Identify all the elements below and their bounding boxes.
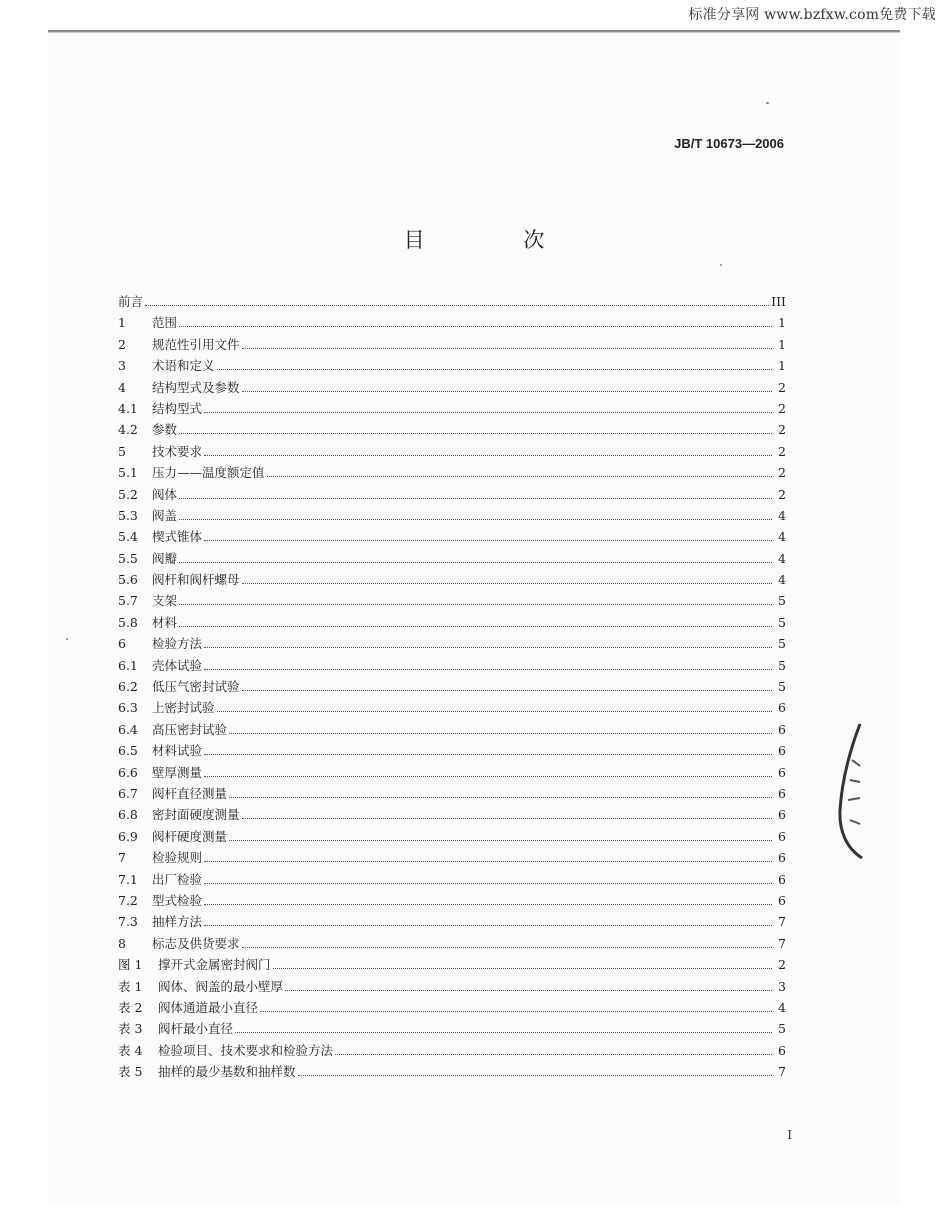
toc-leader-dots bbox=[229, 840, 772, 841]
toc-entry-page: 1 bbox=[778, 315, 786, 331]
scan-speck bbox=[66, 638, 68, 640]
toc-leader-dots bbox=[335, 1054, 772, 1055]
toc-entry[interactable] bbox=[118, 420, 786, 441]
stamp-mark-icon bbox=[832, 720, 868, 860]
toc-entry[interactable] bbox=[118, 549, 786, 570]
toc-leader-dots bbox=[242, 583, 772, 584]
toc-entry-number: 5 bbox=[118, 443, 126, 459]
toc-entry-title: 检验方法 bbox=[152, 636, 203, 652]
toc-entry[interactable] bbox=[118, 356, 786, 377]
toc-entry-title: 低压气密封试验 bbox=[152, 679, 240, 695]
toc-entry-number: 8 bbox=[118, 935, 126, 951]
toc-leader-dots bbox=[179, 562, 772, 563]
toc-entry[interactable] bbox=[118, 805, 786, 826]
toc-leader-dots bbox=[204, 904, 772, 905]
toc-leader-dots bbox=[204, 455, 772, 456]
toc-entry-title: 阀体通道最小直径 bbox=[158, 999, 259, 1015]
toc-entry-number: 表 3 bbox=[118, 1021, 143, 1037]
toc-entry-number: 6.4 bbox=[118, 721, 138, 737]
toc-entry-title: 高压密封试验 bbox=[152, 721, 228, 737]
toc-entry-page: 6 bbox=[778, 743, 786, 759]
toc-entry-page: 2 bbox=[778, 379, 786, 395]
toc-entry-title: 检验规则 bbox=[152, 850, 203, 866]
toc-entry-number: 1 bbox=[118, 315, 126, 331]
scan-speck bbox=[766, 102, 769, 104]
toc-entry-page: 7 bbox=[778, 914, 786, 930]
toc-leader-dots bbox=[267, 476, 772, 477]
toc-entry-title: 抽样方法 bbox=[152, 914, 203, 930]
toc-entry-page: 6 bbox=[778, 785, 786, 801]
toc-entry-title: 前言 bbox=[118, 294, 144, 309]
toc-entry-title: 术语和定义 bbox=[152, 358, 215, 374]
toc-entry-page: 6 bbox=[778, 721, 786, 737]
toc-leader-dots bbox=[242, 947, 772, 948]
toc-entry-number: 6.2 bbox=[118, 679, 138, 695]
toc-entry-page: 5 bbox=[778, 614, 786, 630]
toc-entry-page: 6 bbox=[778, 850, 786, 866]
toc-leader-dots bbox=[179, 604, 772, 605]
toc-leader-dots bbox=[145, 305, 769, 306]
toc-leader-dots bbox=[285, 990, 772, 991]
toc-leader-dots bbox=[204, 883, 772, 884]
toc-entry-title: 楔式锥体 bbox=[152, 529, 203, 545]
toc-entry[interactable] bbox=[118, 634, 786, 655]
site-watermark: 标准分享网 www.bzfxw.com免费下载 bbox=[688, 7, 936, 23]
toc-entry-title: 壳体试验 bbox=[152, 657, 203, 673]
toc-leader-dots bbox=[229, 797, 772, 798]
toc-entry[interactable] bbox=[118, 313, 786, 334]
toc-leader-dots bbox=[179, 326, 772, 327]
toc-entry-number: 7.1 bbox=[118, 871, 138, 887]
toc-entry[interactable] bbox=[118, 656, 786, 677]
toc-entry-title: 密封面硬度测量 bbox=[152, 807, 240, 823]
toc-entry-page: 6 bbox=[778, 828, 786, 844]
toc-entry-number: 5.2 bbox=[118, 486, 138, 502]
toc-entry-number: 图 1 bbox=[118, 957, 143, 973]
toc-entry-page: 5 bbox=[778, 1021, 786, 1037]
toc-leader-dots bbox=[217, 711, 772, 712]
toc-entry-title: 参数 bbox=[152, 422, 178, 438]
toc-entry[interactable] bbox=[118, 827, 786, 848]
toc-leader-dots bbox=[298, 1075, 772, 1076]
toc-entry-title: 型式检验 bbox=[152, 892, 203, 908]
toc-entry-number: 6.6 bbox=[118, 764, 138, 780]
toc-entry-title: 出厂检验 bbox=[152, 871, 203, 887]
toc-entry-title: 上密封试验 bbox=[152, 700, 215, 716]
toc-entry[interactable] bbox=[118, 912, 786, 933]
toc-entry-page: 5 bbox=[778, 679, 786, 695]
toc-leader-dots bbox=[242, 348, 772, 349]
toc-leader-dots bbox=[273, 968, 772, 969]
toc-entry-page: 2 bbox=[778, 465, 786, 481]
toc-entry[interactable] bbox=[118, 1062, 786, 1083]
toc-entry-number: 表 5 bbox=[118, 1064, 143, 1080]
toc-entry-number: 5.6 bbox=[118, 572, 138, 588]
toc-entry-title: 撑开式金属密封阀门 bbox=[158, 957, 271, 973]
toc-entry-number: 5.1 bbox=[118, 465, 138, 481]
toc-entry-page: 4 bbox=[778, 529, 786, 545]
toc-entry-number: 5.7 bbox=[118, 593, 138, 609]
toc-entry-title: 阀杆直径测量 bbox=[152, 785, 228, 801]
toc-entry[interactable] bbox=[118, 399, 786, 420]
toc-leader-dots bbox=[229, 733, 772, 734]
toc-entry-number: 表 2 bbox=[118, 999, 143, 1015]
toc-entry-number: 6.9 bbox=[118, 828, 138, 844]
toc-entry-number: 7.2 bbox=[118, 892, 138, 908]
toc-entry-number: 4.1 bbox=[118, 400, 138, 416]
toc-entry[interactable] bbox=[118, 891, 786, 912]
toc-entry[interactable] bbox=[118, 720, 786, 741]
toc-entry-number: 表 1 bbox=[118, 978, 143, 994]
toc-entry-title: 阀体、阀盖的最小壁厚 bbox=[158, 978, 284, 994]
toc-leader-dots bbox=[179, 626, 772, 627]
page-number: I bbox=[787, 1128, 792, 1142]
toc-leader-dots bbox=[242, 690, 772, 691]
toc-leader-dots bbox=[179, 519, 772, 520]
toc-entry-title: 阀杆和阀杆螺母 bbox=[152, 572, 240, 588]
toc-entry[interactable] bbox=[118, 442, 786, 463]
toc-entry-page: 2 bbox=[778, 957, 786, 973]
toc-entry[interactable] bbox=[118, 591, 786, 612]
toc-entry-page: 1 bbox=[778, 358, 786, 374]
toc-entry-title: 阀盖 bbox=[152, 507, 178, 523]
toc-entry-page: 4 bbox=[778, 507, 786, 523]
standard-number: JB/T 10673—2006 bbox=[674, 136, 784, 151]
table-of-contents bbox=[118, 292, 786, 1083]
toc-leader-dots bbox=[204, 861, 772, 862]
toc-entry[interactable] bbox=[118, 1041, 786, 1062]
toc-entry-number: 3 bbox=[118, 358, 126, 374]
toc-entry[interactable] bbox=[118, 570, 786, 591]
toc-entry-number: 5.3 bbox=[118, 507, 138, 523]
toc-entry-page: 4 bbox=[778, 999, 786, 1015]
toc-entry-title: 支架 bbox=[152, 593, 178, 609]
toc-entry-title: 阀瓣 bbox=[152, 550, 178, 566]
toc-leader-dots bbox=[204, 776, 772, 777]
toc-leader-dots bbox=[217, 369, 772, 370]
toc-entry[interactable] bbox=[118, 485, 786, 506]
toc-leader-dots bbox=[179, 433, 772, 434]
toc-entry-number: 6.1 bbox=[118, 657, 138, 673]
document-page bbox=[48, 30, 900, 1204]
toc-entry-title: 抽样的最少基数和抽样数 bbox=[158, 1064, 296, 1080]
scan-speck bbox=[720, 264, 722, 266]
toc-entry-number: 2 bbox=[118, 336, 126, 352]
toc-entry-title: 范围 bbox=[152, 315, 178, 331]
toc-entry[interactable] bbox=[118, 335, 786, 356]
toc-entry[interactable] bbox=[118, 1019, 786, 1040]
toc-entry-number: 6.3 bbox=[118, 700, 138, 716]
toc-entry[interactable] bbox=[118, 763, 786, 784]
toc-entry-title: 规范性引用文件 bbox=[152, 336, 240, 352]
toc-leader-dots bbox=[235, 1032, 772, 1033]
toc-leader-dots bbox=[204, 925, 772, 926]
toc-entry-page: 6 bbox=[778, 1042, 786, 1058]
toc-entry-title: 压力——温度额定值 bbox=[152, 465, 265, 481]
toc-entry-page: 5 bbox=[778, 593, 786, 609]
toc-entry[interactable] bbox=[118, 506, 786, 527]
toc-entry[interactable] bbox=[118, 613, 786, 634]
toc-entry-page: 7 bbox=[778, 1064, 786, 1080]
toc-entry-page: 2 bbox=[778, 400, 786, 416]
toc-entry-number: 表 4 bbox=[118, 1042, 143, 1058]
toc-leader-dots bbox=[179, 498, 772, 499]
toc-entry-page: 2 bbox=[778, 486, 786, 502]
toc-entry-title: 标志及供货要求 bbox=[152, 935, 240, 951]
toc-entry[interactable] bbox=[118, 870, 786, 891]
toc-entry-title: 材料 bbox=[152, 614, 178, 630]
toc-leader-dots bbox=[204, 669, 772, 670]
toc-entry-page: 2 bbox=[778, 443, 786, 459]
toc-leader-dots bbox=[242, 391, 772, 392]
toc-entry-page: 6 bbox=[778, 892, 786, 908]
toc-leader-dots bbox=[204, 754, 772, 755]
toc-leader-dots bbox=[242, 818, 772, 819]
toc-entry[interactable] bbox=[118, 934, 786, 955]
toc-entry-number: 4.2 bbox=[118, 422, 138, 438]
toc-entry-number: 6.5 bbox=[118, 743, 138, 759]
toc-entry-number: 6 bbox=[118, 636, 126, 652]
toc-entry-page: 5 bbox=[778, 636, 786, 652]
toc-entry[interactable] bbox=[118, 527, 786, 548]
toc-entry-title: 壁厚测量 bbox=[152, 764, 203, 780]
toc-entry-page: 6 bbox=[778, 871, 786, 887]
toc-leader-dots bbox=[260, 1011, 772, 1012]
toc-entry-number: 4 bbox=[118, 379, 126, 395]
toc-entry[interactable] bbox=[118, 378, 786, 399]
toc-entry-number: 7.3 bbox=[118, 914, 138, 930]
toc-entry-title: 结构型式 bbox=[152, 400, 203, 416]
toc-entry[interactable] bbox=[118, 955, 786, 976]
toc-entry-page: 6 bbox=[778, 700, 786, 716]
toc-entry-number: 5.4 bbox=[118, 529, 138, 545]
toc-entry[interactable] bbox=[118, 848, 786, 869]
toc-entry-title: 技术要求 bbox=[152, 443, 203, 459]
toc-entry[interactable] bbox=[118, 292, 786, 313]
toc-entry[interactable] bbox=[118, 998, 786, 1019]
toc-entry-page: 3 bbox=[778, 978, 786, 994]
toc-entry-title: 检验项目、技术要求和检验方法 bbox=[158, 1042, 334, 1058]
page-title: 目 次 bbox=[403, 228, 591, 252]
toc-entry-number: 5.8 bbox=[118, 614, 138, 630]
toc-entry-page: 7 bbox=[778, 935, 786, 951]
toc-entry-page: 2 bbox=[778, 422, 786, 438]
toc-leader-dots bbox=[204, 540, 772, 541]
toc-entry-number: 5.5 bbox=[118, 550, 138, 566]
toc-entry-number: 6.8 bbox=[118, 807, 138, 823]
toc-entry-title: 阀杆硬度测量 bbox=[152, 828, 228, 844]
toc-entry[interactable] bbox=[118, 977, 786, 998]
toc-entry-number: 7 bbox=[118, 850, 126, 866]
toc-entry[interactable] bbox=[118, 784, 786, 805]
toc-entry[interactable] bbox=[118, 677, 786, 698]
toc-entry-number: 6.7 bbox=[118, 785, 138, 801]
toc-entry[interactable] bbox=[118, 698, 786, 719]
toc-leader-dots bbox=[204, 647, 772, 648]
toc-leader-dots bbox=[204, 412, 772, 413]
toc-entry-title: 阀杆最小直径 bbox=[158, 1021, 234, 1037]
toc-entry-page: III bbox=[771, 294, 786, 309]
toc-entry-page: 5 bbox=[778, 657, 786, 673]
toc-entry-title: 阀体 bbox=[152, 486, 178, 502]
toc-entry-title: 材料试验 bbox=[152, 743, 203, 759]
toc-entry-page: 4 bbox=[778, 572, 786, 588]
toc-entry-page: 6 bbox=[778, 807, 786, 823]
toc-entry-page: 6 bbox=[778, 764, 786, 780]
toc-entry[interactable] bbox=[118, 741, 786, 762]
toc-entry-title: 结构型式及参数 bbox=[152, 379, 240, 395]
toc-entry[interactable] bbox=[118, 463, 786, 484]
toc-entry-page: 1 bbox=[778, 336, 786, 352]
toc-entry-page: 4 bbox=[778, 550, 786, 566]
